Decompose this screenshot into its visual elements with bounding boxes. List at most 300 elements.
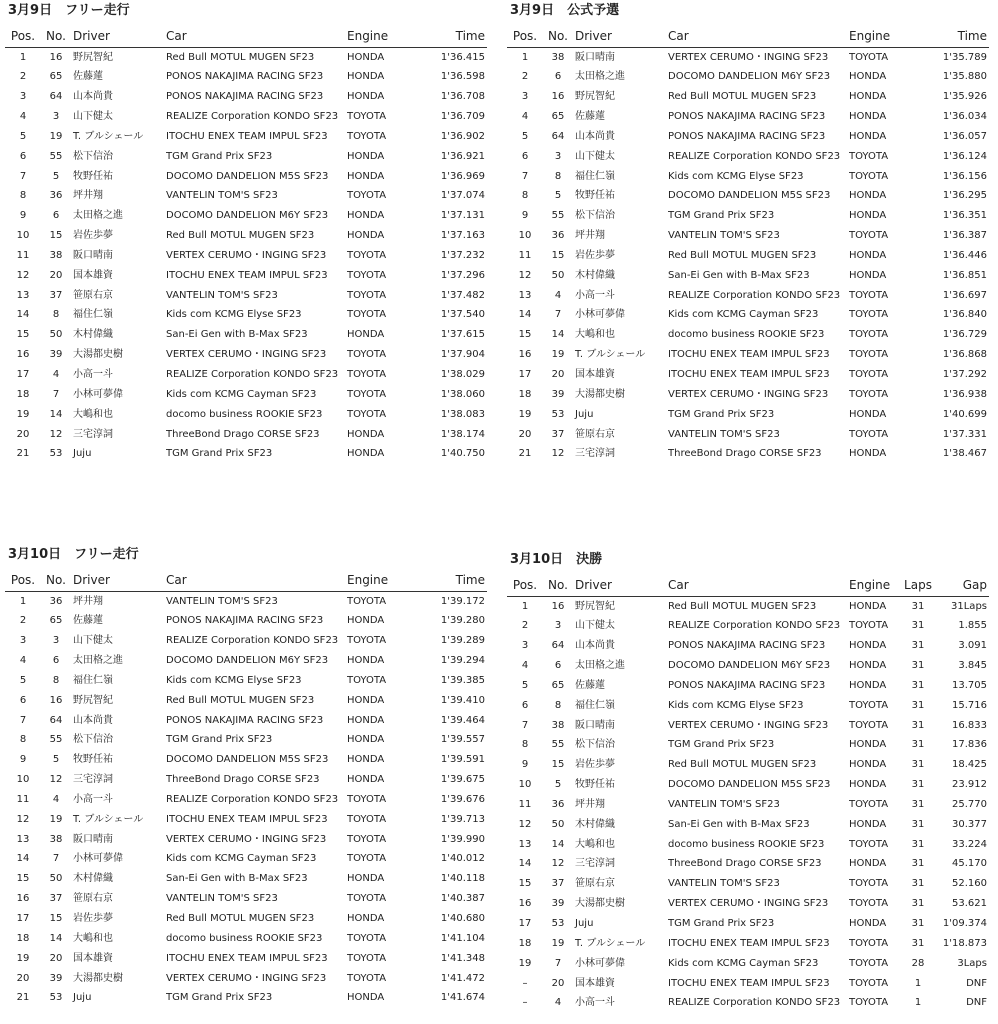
driver-cell: 国本雄資 [575,977,615,989]
pos-cell: 5 [19,130,27,142]
session-panel-mar9-qualifying [507,0,989,464]
driver-cell: 坪井翔 [575,798,605,810]
engine-cell: TOYOTA [347,349,387,361]
time-cell: 1'37.131 [440,210,485,222]
driver-cell: 松下信治 [73,150,113,162]
engine-cell: TOYOTA [849,997,889,1009]
pos-cell: 7 [521,719,529,731]
pos-cell: 15 [518,878,532,890]
table-row [5,849,487,869]
engine-cell: TOYOTA [347,932,387,944]
driver-cell: 阪口晴南 [73,833,113,845]
gap-cell: 53.621 [952,898,987,910]
pos-cell: 12 [518,818,532,830]
car-number-cell: 19 [551,349,565,361]
car-cell: Red Bull MOTUL MUGEN SF23 [166,913,315,924]
car-number-cell: 37 [551,428,565,440]
column-header-driver: Driver [71,566,166,591]
engine-cell: TOYOTA [849,699,889,711]
car-cell: docomo business ROOKIE SF23 [668,838,825,850]
driver-cell: 阪口晴南 [575,719,615,731]
table-row [507,974,989,994]
engine-cell: TOYOTA [849,309,889,321]
pos-cell: 8 [521,190,529,202]
car-cell: VANTELIN TOM'S SF23 [668,428,780,440]
car-cell: San-Ei Gen with B-Max SF23 [668,818,810,830]
table-header-row [507,22,989,47]
pos-cell: 17 [16,913,30,924]
car-number-cell: 19 [49,130,63,142]
table-row [507,365,989,385]
column-header-time: Time [427,22,487,47]
car-number-cell: 55 [551,210,565,222]
column-header-engine: Engine [849,22,929,47]
driver-cell: T. ブルシェール [73,813,144,825]
results-table [5,566,487,1008]
table-row [507,716,989,736]
pos-cell: 9 [521,759,529,771]
car-cell: ThreeBond Drago CORSE SF23 [668,448,822,460]
laps-cell: 31 [911,620,925,632]
column-header-engine: Engine [347,22,427,47]
table-row [5,631,487,651]
gap-cell: 1.855 [958,620,987,632]
car-cell: VANTELIN TOM'S SF23 [668,230,780,242]
car-cell: Red Bull MOTUL MUGEN SF23 [668,600,817,612]
column-header-no: No. [41,566,71,591]
table-row [507,325,989,345]
table-row [507,226,989,246]
car-number-cell: 7 [52,853,60,865]
engine-cell: HONDA [347,615,385,627]
table-row [507,894,989,914]
column-header-pos: Pos. [5,566,41,591]
engine-cell: TOYOTA [849,937,889,949]
pos-cell: 6 [19,150,27,162]
table-row [507,676,989,696]
session-panel-mar10-final [507,549,989,1013]
car-cell: DOCOMO DANDELION M6Y SF23 [166,210,329,222]
pos-cell: 9 [19,754,27,766]
time-cell: 1'40.699 [942,408,987,420]
table-row [507,305,989,325]
car-cell: DOCOMO DANDELION M5S SF23 [166,170,329,182]
engine-cell: HONDA [347,754,385,766]
gap-cell: 52.160 [952,878,987,890]
pos-cell: 7 [521,170,529,182]
table-row [507,266,989,286]
time-cell: 1'36.840 [942,309,987,321]
car-number-cell: 20 [551,977,565,989]
column-header-driver: Driver [573,22,668,47]
car-number-cell: 5 [52,170,60,182]
pos-cell: 13 [518,289,532,301]
driver-cell: 小林可夢偉 [73,388,123,400]
car-number-cell: 50 [49,329,63,341]
time-cell: 1'38.174 [440,428,485,440]
pos-cell: 14 [16,853,30,865]
car-number-cell: 39 [49,972,63,984]
table-row [5,909,487,929]
table-row [507,854,989,874]
laps-cell: 1 [914,997,922,1009]
gap-cell: 18.425 [952,759,987,771]
table-row [5,711,487,731]
car-number-cell: 37 [49,289,63,301]
pos-cell: 16 [16,893,30,905]
time-cell: 1'36.124 [942,150,987,162]
engine-cell: HONDA [347,448,385,460]
table-row [5,147,487,167]
table-row [507,616,989,636]
car-number-cell: 64 [49,91,63,103]
driver-cell: 笹原右京 [73,893,113,905]
engine-cell: HONDA [849,818,887,830]
gap-cell: 23.912 [952,779,987,791]
table-row [507,345,989,365]
car-number-cell: 4 [52,369,60,380]
table-row [5,305,487,325]
car-number-cell: 6 [554,660,562,672]
pos-cell: 11 [518,798,532,810]
engine-cell: TOYOTA [849,620,889,632]
engine-cell: TOYOTA [849,798,889,810]
car-number-cell: 39 [551,898,565,910]
gap-cell: 16.833 [952,719,987,731]
engine-cell: HONDA [347,71,385,83]
pos-cell: 12 [16,813,30,825]
car-number-cell: 36 [49,595,63,607]
car-number-cell: 7 [554,957,562,969]
engine-cell: TOYOTA [347,388,387,400]
car-cell: Kids com KCMG Elyse SF23 [668,170,804,182]
engine-cell: TOYOTA [849,428,889,440]
pos-cell: 10 [518,230,532,242]
driver-cell: 松下信治 [575,739,615,751]
car-cell: TGM Grand Prix SF23 [668,918,775,929]
pos-cell: 12 [518,269,532,281]
car-number-cell: 3 [52,635,60,647]
car-cell: TGM Grand Prix SF23 [166,992,273,1004]
table-row [5,325,487,345]
laps-cell: 31 [911,779,925,791]
driver-cell: 木村偉織 [575,269,615,281]
engine-cell: TOYOTA [849,838,889,850]
driver-cell: 三宅淳詞 [575,858,615,870]
pos-cell: 18 [518,388,532,400]
car-cell: REALIZE Corporation KONDO SF23 [668,150,841,162]
pos-cell: 17 [518,369,532,380]
table-row [507,954,989,974]
car-number-cell: 65 [551,111,565,123]
engine-cell: TOYOTA [347,408,387,420]
time-cell: 1'37.540 [440,309,485,321]
time-cell: 1'35.926 [942,91,987,103]
time-cell: 1'37.615 [440,329,485,341]
driver-cell: 木村偉織 [575,818,615,830]
table-row [507,755,989,775]
car-number-cell: 5 [554,190,562,202]
engine-cell: TOYOTA [849,170,889,182]
car-number-cell: 15 [49,913,63,924]
car-cell: Kids com KCMG Cayman SF23 [668,957,819,969]
driver-cell: 松下信治 [575,210,615,222]
table-row [507,67,989,87]
pos-cell: 7 [19,714,27,726]
car-cell: REALIZE Corporation KONDO SF23 [166,369,339,380]
engine-cell: TOYOTA [347,833,387,845]
car-cell: docomo business ROOKIE SF23 [166,408,323,420]
car-number-cell: 7 [554,309,562,321]
pos-cell: 1 [521,51,529,63]
gap-cell: 15.716 [952,699,987,711]
time-cell: 1'39.675 [440,774,485,786]
car-cell: ITOCHU ENEX TEAM IMPUL SF23 [668,349,830,361]
laps-cell: 31 [911,937,925,949]
car-number-cell: 4 [554,289,562,301]
engine-cell: TOYOTA [849,51,889,63]
pos-cell: 13 [16,833,30,845]
car-cell: DOCOMO DANDELION M6Y SF23 [166,655,329,667]
table-row [507,147,989,167]
car-cell: PONOS NAKAJIMA RACING SF23 [166,615,324,627]
table-row [5,651,487,671]
gap-cell: 3Laps [957,957,987,969]
column-header-no: No. [543,571,573,596]
table-row [5,365,487,385]
driver-cell: Juju [575,918,594,929]
driver-cell: 大湯都史樹 [575,898,625,910]
car-cell: Red Bull MOTUL MUGEN SF23 [166,51,315,63]
table-row [5,266,487,286]
car-number-cell: 19 [551,937,565,949]
table-row [507,914,989,934]
column-header-time: Time [929,22,989,47]
driver-cell: 福住仁嶺 [575,699,615,711]
table-row [5,405,487,425]
pos-cell: 10 [16,774,30,786]
engine-cell: TOYOTA [347,635,387,647]
car-number-cell: 6 [554,71,562,83]
car-number-cell: 20 [551,369,565,380]
time-cell: 1'36.351 [942,210,987,222]
car-number-cell: 12 [551,858,565,870]
time-cell: 1'35.789 [942,51,987,63]
column-header-car: Car [166,22,347,47]
time-cell: 1'36.295 [942,190,987,202]
car-number-cell: 39 [49,349,63,361]
car-number-cell: 15 [551,249,565,261]
time-cell: 1'36.034 [942,111,987,123]
car-cell: PONOS NAKAJIMA RACING SF23 [166,71,324,83]
car-number-cell: 38 [551,719,565,731]
gap-cell: 33.224 [952,838,987,850]
driver-cell: T. ブルシェール [575,349,646,361]
car-cell: VERTEX CERUMO・INGING SF23 [166,972,327,984]
car-cell: DOCOMO DANDELION M5S SF23 [166,754,329,766]
time-cell: 1'37.232 [440,249,485,261]
pos-cell: 5 [19,674,27,686]
car-cell: VERTEX CERUMO・INGING SF23 [668,719,829,731]
engine-cell: HONDA [849,448,887,460]
table-row [5,949,487,969]
car-number-cell: 53 [49,992,63,1004]
table-row [507,444,989,464]
time-cell: 1'39.289 [440,635,485,647]
driver-cell: 坪井翔 [73,595,103,607]
driver-cell: 牧野任祐 [575,779,615,791]
driver-cell: 山本尚貴 [73,714,113,726]
driver-cell: 小林可夢偉 [575,957,625,969]
driver-cell: Juju [73,992,92,1004]
car-number-cell: 53 [551,408,565,420]
driver-cell: 野尻智紀 [575,91,615,103]
time-cell: 1'38.083 [440,408,485,420]
pos-cell: 7 [19,170,27,182]
time-cell: 1'37.904 [440,349,485,361]
car-cell: Kids com KCMG Elyse SF23 [166,674,302,686]
pos-cell: 14 [16,309,30,321]
results-table [507,22,989,464]
car-number-cell: 39 [551,388,565,400]
car-cell: docomo business ROOKIE SF23 [668,329,825,341]
car-number-cell: 38 [551,51,565,63]
pos-cell: 3 [521,640,529,652]
car-cell: VANTELIN TOM'S SF23 [668,798,780,810]
pos-cell: 5 [521,130,529,142]
car-number-cell: 37 [551,878,565,890]
car-cell: TGM Grand Prix SF23 [166,734,273,746]
pos-cell: 3 [19,91,27,103]
car-cell: Red Bull MOTUL MUGEN SF23 [668,91,817,103]
engine-cell: HONDA [849,640,887,652]
driver-cell: 三宅淳詞 [575,448,615,460]
table-row [5,186,487,206]
table-row [5,127,487,147]
driver-cell: 阪口晴南 [73,249,113,261]
car-number-cell: 6 [52,210,60,222]
table-row [507,107,989,127]
table-row [507,405,989,425]
engine-cell: TOYOTA [849,289,889,301]
car-number-cell: 38 [49,249,63,261]
pos-cell: 13 [16,289,30,301]
driver-cell: T. ブルシェール [575,937,646,949]
driver-cell: 野尻智紀 [73,51,113,63]
engine-cell: HONDA [347,734,385,746]
pos-cell: 8 [19,190,27,202]
table-row [5,591,487,611]
gap-cell: 3.845 [958,660,987,672]
table-row [507,206,989,226]
car-cell: ITOCHU ENEX TEAM IMPUL SF23 [166,269,328,281]
driver-cell: 大嶋和也 [73,932,113,944]
car-number-cell: 4 [554,997,562,1009]
time-cell: 1'40.750 [440,448,485,460]
engine-cell: TOYOTA [849,349,889,361]
engine-cell: TOYOTA [347,269,387,281]
pos-cell: 8 [19,734,27,746]
session-panel-mar9-free-practice [5,0,487,464]
pos-cell: 9 [521,210,529,222]
engine-cell: HONDA [849,210,887,222]
gap-cell: 30.377 [952,818,987,830]
driver-cell: 太田格之進 [73,210,123,222]
engine-cell: HONDA [849,918,887,929]
pos-cell: 20 [16,428,30,440]
driver-cell: Juju [575,408,594,420]
time-cell: 1'36.851 [942,269,987,281]
pos-cell: 14 [518,858,532,870]
car-number-cell: 16 [551,600,565,612]
car-number-cell: 36 [551,230,565,242]
engine-cell: TOYOTA [347,595,387,607]
engine-cell: HONDA [347,694,385,706]
engine-cell: HONDA [849,679,887,691]
car-number-cell: 65 [49,615,63,627]
engine-cell: HONDA [849,779,887,791]
car-cell: San-Ei Gen with B-Max SF23 [166,329,308,341]
driver-cell: 山本尚貴 [73,91,113,103]
driver-cell: 大嶋和也 [73,408,113,420]
time-cell: 1'36.598 [440,71,485,83]
table-row [5,167,487,187]
laps-cell: 31 [911,699,925,711]
time-cell: 1'36.938 [942,388,987,400]
driver-cell: 小高一斗 [73,793,113,805]
table-header-row [5,566,487,591]
pos-cell: 16 [518,898,532,910]
pos-cell: 8 [521,739,529,751]
car-cell: PONOS NAKAJIMA RACING SF23 [668,130,826,142]
table-row [507,167,989,187]
engine-cell: TOYOTA [347,813,387,825]
car-number-cell: 19 [49,813,63,825]
gap-cell: DNF [966,997,987,1009]
car-number-cell: 5 [554,779,562,791]
laps-cell: 31 [911,878,925,890]
driver-cell: 太田格之進 [73,655,123,667]
pos-cell: 15 [16,329,30,341]
driver-cell: 山下健太 [575,150,615,162]
time-cell: 1'36.446 [942,249,987,261]
car-cell: TGM Grand Prix SF23 [166,448,273,460]
car-cell: REALIZE Corporation KONDO SF23 [668,997,841,1009]
engine-cell: HONDA [347,170,385,182]
car-cell: VANTELIN TOM'S SF23 [166,893,278,905]
pos-cell: 15 [518,329,532,341]
driver-cell: 小高一斗 [575,289,615,301]
table-row [507,286,989,306]
car-cell: DOCOMO DANDELION M5S SF23 [668,190,831,202]
car-number-cell: 6 [52,655,60,667]
time-cell: 1'40.680 [440,913,485,924]
car-cell: VERTEX CERUMO・INGING SF23 [668,898,829,910]
car-number-cell: 50 [551,818,565,830]
car-cell: Red Bull MOTUL MUGEN SF23 [668,249,817,261]
car-cell: PONOS NAKAJIMA RACING SF23 [668,111,826,123]
laps-cell: 31 [911,640,925,652]
driver-cell: 佐藤蓮 [73,615,103,627]
driver-cell: 小高一斗 [575,997,615,1009]
column-header-driver: Driver [71,22,166,47]
car-cell: VERTEX CERUMO・INGING SF23 [166,249,327,261]
engine-cell: TOYOTA [347,793,387,805]
driver-cell: 木村偉織 [73,873,113,885]
pos-cell: 11 [16,793,30,805]
driver-cell: 小高一斗 [73,369,113,380]
engine-cell: TOYOTA [347,111,387,123]
